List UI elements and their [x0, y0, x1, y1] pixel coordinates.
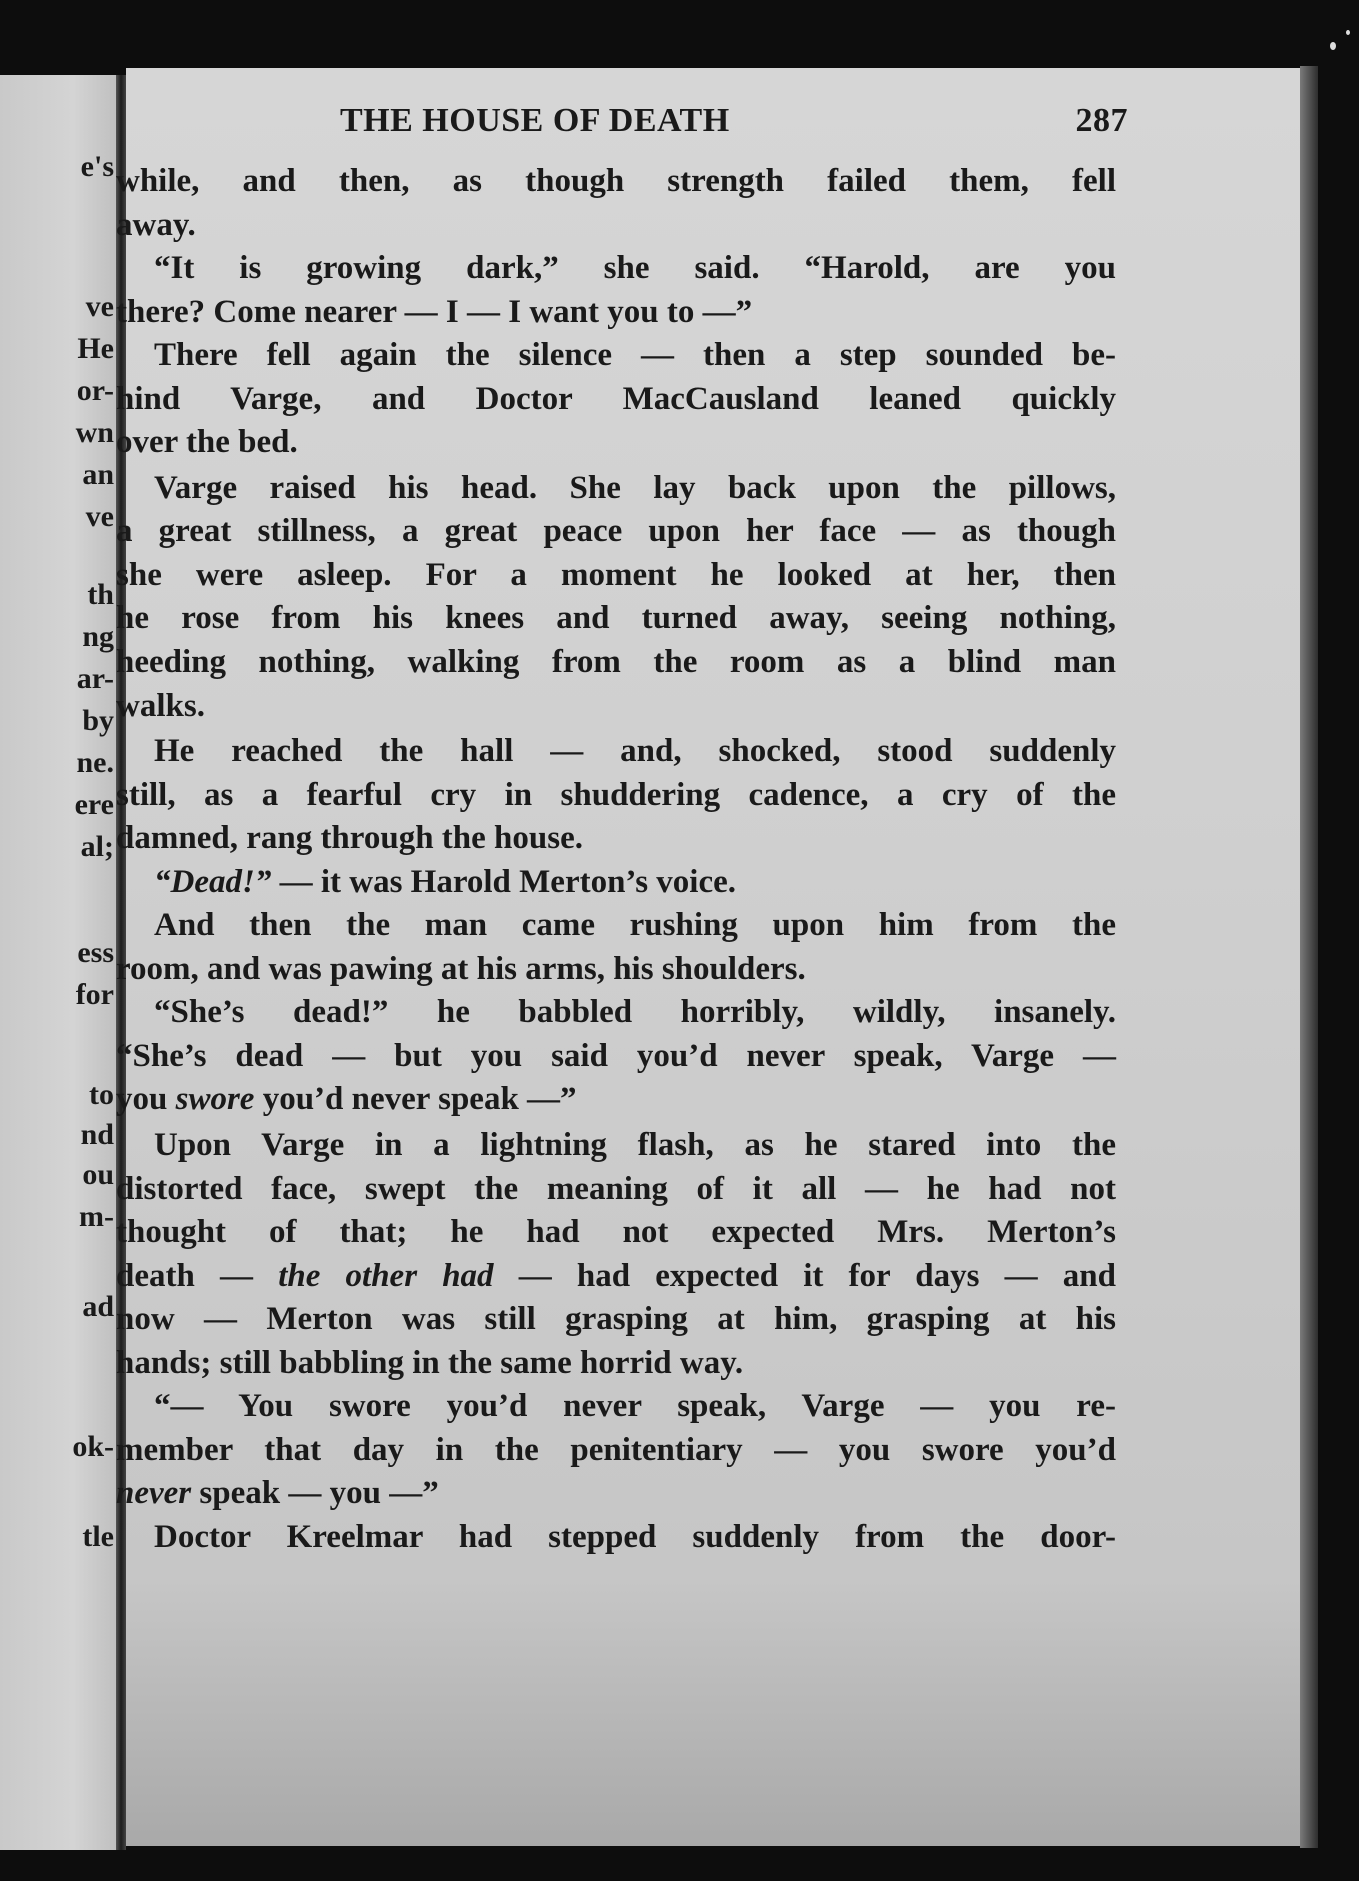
left-page-fragment: ve	[85, 290, 114, 323]
left-page-fragment: ess	[77, 936, 114, 969]
line-text: “— You swore you’d never speak, Varge — you re-	[154, 1388, 1116, 1425]
text-line	[116, 1342, 1116, 1386]
line-text: hind Varge, and Doctor MacCausland leaned quickly	[116, 380, 1116, 417]
left-page-fragment: to	[89, 1078, 114, 1111]
running-title: THE HOUSE OF DEATH	[340, 102, 730, 139]
left-page-edge	[0, 75, 122, 1850]
line-text: there? Come nearer — I — I want you to —”	[116, 293, 753, 330]
line-text: “It is growing dark,” she said. “Harold, are you	[154, 250, 1116, 287]
line-text: she were asleep. For a moment he looked at her, then	[116, 556, 1116, 593]
text-line	[116, 204, 1116, 248]
left-page-fragment: m-	[79, 1200, 114, 1233]
text-line	[116, 685, 1116, 729]
text-line	[116, 1255, 1116, 1299]
line-text: “She’s dead!” he babbled horribly, wildly, insanely.	[154, 994, 1116, 1031]
running-head	[340, 102, 1128, 146]
body-text	[116, 160, 1116, 1560]
text-line	[116, 1168, 1116, 1212]
left-page-fragment: for	[75, 978, 114, 1011]
line-text: He reached the hall — and, shocked, stood suddenly	[154, 733, 1116, 770]
text-line	[116, 1429, 1116, 1473]
left-page-fragment: al;	[80, 830, 114, 863]
line-text: a great stillness, a great peace upon her face — as though	[116, 513, 1116, 550]
text-line	[116, 1078, 1116, 1122]
line-text: And then the man came rushing upon him from the	[154, 907, 1116, 944]
line-text: hands; still babbling in the same horrid way.	[116, 1344, 744, 1381]
left-page-fragment: ng	[82, 620, 114, 653]
text-line	[116, 948, 1116, 992]
line-text: member that day in the penitentiary — you swore you’d	[116, 1431, 1116, 1468]
text-line	[116, 378, 1116, 422]
text-line	[116, 817, 1116, 861]
left-page-fragment: ad	[82, 1290, 114, 1323]
text-line	[116, 597, 1116, 641]
left-page-fragment: ok-	[72, 1430, 114, 1463]
line-text: now — Merton was still grasping at him, grasping at his	[116, 1301, 1116, 1338]
text-line	[116, 1298, 1116, 1342]
text-line	[116, 334, 1116, 378]
line-text: away.	[116, 206, 196, 243]
left-page-fragment: He	[77, 332, 114, 365]
italic-text: swore	[175, 1081, 255, 1118]
left-page-fragment: ar-	[76, 662, 114, 695]
left-page-fragment: ou	[82, 1158, 114, 1191]
line-text: distorted face, swept the meaning of it all — he had not	[116, 1170, 1116, 1207]
text-line	[116, 1385, 1116, 1429]
line-text: while, and then, as though strength failed them, fell	[116, 163, 1116, 199]
line-text: speak — you —”	[191, 1475, 439, 1512]
line-text-lead: death —	[116, 1257, 279, 1294]
page-edge-shadow	[1300, 66, 1318, 1848]
text-line	[116, 160, 1116, 204]
line-text: you’d never speak —”	[254, 1081, 577, 1118]
text-line	[116, 554, 1116, 598]
line-text: Upon Varge in a lightning flash, as he stared into the	[154, 1127, 1116, 1164]
text-line	[116, 730, 1116, 774]
italic-text: “Dead!”	[154, 863, 272, 900]
line-text: — had expected it for days — and	[493, 1257, 1116, 1294]
line-text: “She’s dead — but you said you’d never speak, Varge —	[116, 1037, 1116, 1074]
text-line	[116, 1472, 1116, 1516]
text-line	[116, 291, 1116, 335]
line-text: thought of that; he had not expected Mrs. Merton’s	[116, 1214, 1116, 1251]
left-page-fragment: wn	[75, 416, 114, 449]
left-page-fragment: e's	[80, 150, 114, 183]
italic-text: the other had	[278, 1257, 494, 1294]
line-text: There fell again the silence — then a step sounded be-	[154, 337, 1116, 374]
line-text: still, as a fearful cry in shuddering cadence, a cry of the	[116, 776, 1116, 813]
left-page-fragment: tle	[82, 1520, 114, 1553]
line-text: damned, rang through the house.	[116, 820, 583, 857]
dust-speck	[1330, 42, 1336, 50]
dust-speck	[1346, 30, 1350, 35]
text-line	[116, 467, 1116, 511]
left-page-fragment: ve	[85, 500, 114, 533]
line-text-lead: you	[116, 1081, 176, 1118]
page-number: 287	[1075, 102, 1128, 139]
left-page-fragment: by	[82, 704, 114, 737]
line-text: Doctor Kreelmar had stepped suddenly from the door-	[154, 1518, 1116, 1555]
text-line	[116, 1124, 1116, 1168]
text-line	[116, 774, 1116, 818]
line-text: heeding nothing, walking from the room as a blind man	[116, 644, 1116, 681]
left-page-fragment: ne.	[76, 746, 114, 779]
text-line	[116, 421, 1116, 465]
left-page-fragment: or-	[76, 374, 114, 407]
text-line	[116, 510, 1116, 554]
line-text: over the bed.	[116, 424, 298, 461]
text-line	[116, 1035, 1116, 1079]
text-line	[116, 1211, 1116, 1255]
left-page-fragment: nd	[80, 1118, 114, 1151]
line-text: Varge raised his head. She lay back upon the pillows,	[154, 469, 1116, 506]
line-text: room, and was pawing at his arms, his shoulders.	[116, 950, 806, 987]
italic-text: never	[116, 1475, 192, 1512]
line-text: — it was Harold Merton’s voice.	[271, 863, 737, 900]
line-text: walks.	[116, 687, 205, 724]
text-line	[116, 1516, 1116, 1560]
text-line	[116, 641, 1116, 685]
text-line	[116, 247, 1116, 291]
text-line	[116, 904, 1116, 948]
text-line	[116, 861, 1116, 905]
left-page-fragment: ere	[74, 788, 114, 821]
left-page-fragment: an	[82, 458, 114, 491]
left-page-fragment: th	[87, 578, 114, 611]
text-line	[116, 991, 1116, 1035]
line-text: he rose from his knees and turned away, seeing nothing,	[116, 600, 1116, 637]
